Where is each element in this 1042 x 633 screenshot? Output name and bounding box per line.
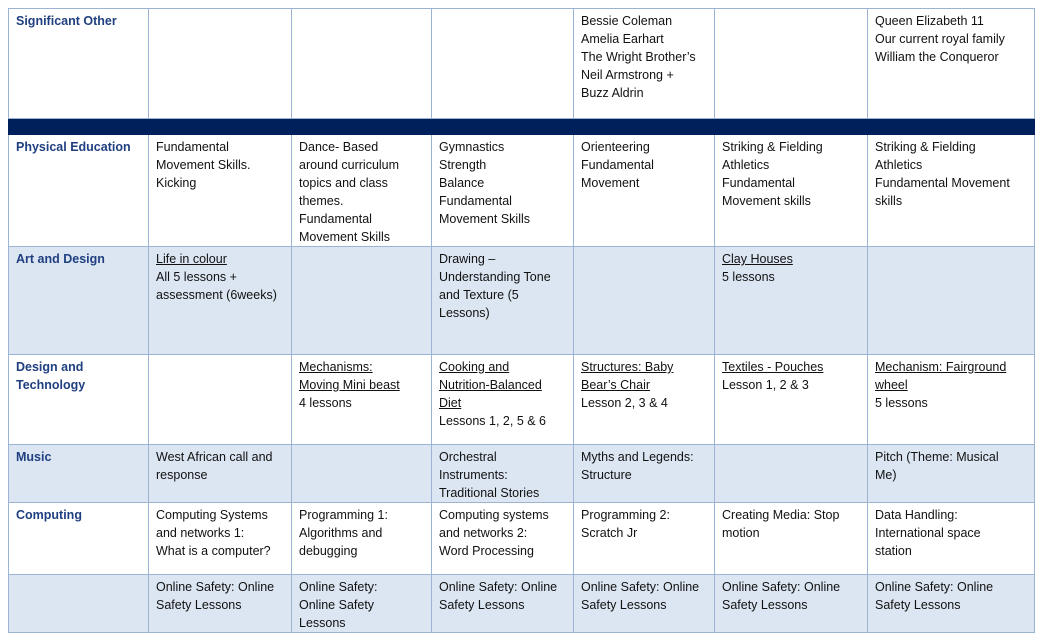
cell-line: Fundamental [722,176,795,190]
cell-line: International space [875,526,981,540]
cell-line: Bessie Coleman [581,14,673,28]
subject-cell: Design and Technology [9,355,149,445]
cell-line: West African call and [156,450,273,464]
cell-line: Buzz Aldrin [581,86,644,100]
table-cell [868,355,1035,445]
table-cell [292,575,432,633]
table-cell [292,503,432,575]
table-cell [574,9,715,119]
cell-line: Online Safety: Online [439,580,558,594]
cell-line: Neil Armstrong + [581,68,674,82]
cell-line: Online Safety: Online [722,580,841,594]
table-cell [292,355,432,445]
row-computing [9,503,1035,575]
table-cell [292,135,432,247]
table-cell [432,247,574,355]
cell-line: and networks 2: [439,526,528,540]
subject-cell: Physical Education [9,135,149,247]
table-cell [292,247,432,355]
cell-line: Mechanisms: [299,360,373,374]
cell-line: Creating Media: Stop [722,508,840,522]
cell-line: Our current royal family [875,32,1005,46]
cell-line: Strength [439,158,487,172]
cell-line: Safety Lessons [581,598,667,612]
cell-line: What is a computer? [156,544,271,558]
table-cell [292,9,432,119]
cell-line: 5 lessons [875,396,928,410]
divider-bar [9,119,1035,135]
cell-line: around curriculum [299,158,400,172]
cell-line: Algorithms and [299,526,383,540]
table-cell [149,135,292,247]
cell-line: Traditional Stories [439,486,540,500]
cell-line: motion [722,526,760,540]
table-cell [574,355,715,445]
cell-line: Structures: Baby [581,360,674,374]
cell-line: Fundamental [439,194,512,208]
table-cell [149,9,292,119]
table-cell [574,247,715,355]
table-cell [432,445,574,503]
cell-line: Nutrition-Balanced [439,378,542,392]
table-cell [868,575,1035,633]
cell-line: Fundamental [299,212,372,226]
cell-line: Striking & Fielding [875,140,976,154]
cell-line: 4 lessons [299,396,352,410]
table-cell [149,355,292,445]
cell-line: Drawing – [439,252,496,266]
table-cell [715,355,868,445]
cell-line: Computing systems [439,508,549,522]
cell-line: Lessons 1, 2, 5 & 6 [439,414,547,428]
cell-line: Gymnastics [439,140,505,154]
cell-line: Mechanism: Fairground [875,360,1007,374]
cell-line: topics and class [299,176,388,190]
row-design-and-technology [9,355,1035,445]
subject-cell: Significant Other [9,9,149,119]
cell-line: Online Safety: Online [581,580,700,594]
cell-line: Lessons) [439,306,490,320]
table-cell [574,135,715,247]
table-cell [432,503,574,575]
table-cell [868,247,1035,355]
cell-line: Athletics [722,158,770,172]
cell-line: themes. [299,194,344,208]
cell-line: Cooking and [439,360,510,374]
cell-line: Fundamental Movement [875,176,1010,190]
subject-cell: Art and Design [9,247,149,355]
cell-line: Safety Lessons [722,598,808,612]
cell-line: Scratch Jr [581,526,638,540]
cell-line: The Wright Brother’s [581,50,696,64]
cell-line: Safety Lessons [439,598,525,612]
table-cell [432,575,574,633]
cell-line: Fundamental [156,140,229,154]
cell-line: skills [875,194,903,208]
cell-line: Pitch (Theme: Musical [875,450,999,464]
table-cell [574,445,715,503]
cell-line: Movement Skills. [156,158,251,172]
cell-line: Instruments: [439,468,508,482]
cell-line: Lessons [299,616,346,630]
cell-line: Online Safety: Online [875,580,994,594]
cell-line: Structure [581,468,632,482]
cell-line: Queen Elizabeth 11 [875,14,984,28]
cell-line: Striking & Fielding [722,140,823,154]
row-online-safety [9,575,1035,633]
table-cell [292,445,432,503]
table-cell [432,355,574,445]
cell-line: Safety Lessons [156,598,242,612]
cell-line: assessment (6weeks) [156,288,277,302]
cell-line: Data Handling: [875,508,958,522]
cell-line: and networks 1: [156,526,245,540]
cell-line: debugging [299,544,358,558]
table-cell [149,445,292,503]
row-music [9,445,1035,503]
cell-line: Computing Systems [156,508,268,522]
cell-line: Fundamental [581,158,654,172]
cell-line: Online Safety: Online [156,580,275,594]
cell-line: Orchestral [439,450,497,464]
subject-cell: Computing [9,503,149,575]
table-cell [715,503,868,575]
cell-line: and Texture (5 [439,288,519,302]
table-cell [432,135,574,247]
cell-line: Programming 2: [581,508,670,522]
cell-line: Understanding Tone [439,270,551,284]
row-physical-education [9,135,1035,247]
table-cell [868,9,1035,119]
cell-line: William the Conqueror [875,50,999,64]
cell-line: Clay Houses [722,252,793,266]
cell-line: Online Safety [299,598,375,612]
cell-line: Athletics [875,158,923,172]
cell-line: Programming 1: [299,508,388,522]
table-cell [149,575,292,633]
cell-line: Textiles - Pouches [722,360,824,374]
table-cell [574,575,715,633]
cell-line: Lesson 2, 3 & 4 [581,396,668,410]
cell-line: Amelia Earhart [581,32,664,46]
subject-cell [9,575,149,633]
subject-cell: Music [9,445,149,503]
row-significant-other [9,9,1035,119]
cell-line: Movement Skills [299,230,390,244]
table-cell [149,503,292,575]
cell-line: Bear’s Chair [581,378,651,392]
table-cell [149,247,292,355]
cell-line: Movement [581,176,640,190]
table-cell [715,575,868,633]
cell-line: response [156,468,208,482]
table-cell [868,503,1035,575]
cell-line: Lesson 1, 2 & 3 [722,378,809,392]
cell-line: Word Processing [439,544,534,558]
cell-line: Movement skills [722,194,811,208]
cell-line: Safety Lessons [875,598,961,612]
table-cell [715,445,868,503]
cell-line: All 5 lessons + [156,270,237,284]
curriculum-table [8,8,1035,633]
table-cell [715,135,868,247]
cell-line: Myths and Legends: [581,450,694,464]
cell-line: Balance [439,176,485,190]
cell-line: Orienteering [581,140,650,154]
row-art-and-design [9,247,1035,355]
cell-line: Kicking [156,176,197,190]
table-cell [574,503,715,575]
cell-line: Diet [439,396,462,410]
table-cell [432,9,574,119]
cell-line: Movement Skills [439,212,530,226]
cell-line: Life in colour [156,252,227,266]
cell-line: station [875,544,912,558]
table-cell [715,9,868,119]
table-cell [868,445,1035,503]
cell-line: 5 lessons [722,270,775,284]
table-cell [868,135,1035,247]
cell-line: Dance- Based [299,140,379,154]
cell-line: Online Safety: [299,580,378,594]
table-cell [715,247,868,355]
cell-line: wheel [875,378,908,392]
cell-line: Moving Mini beast [299,378,400,392]
divider-row [9,119,1035,135]
cell-line: Me) [875,468,897,482]
